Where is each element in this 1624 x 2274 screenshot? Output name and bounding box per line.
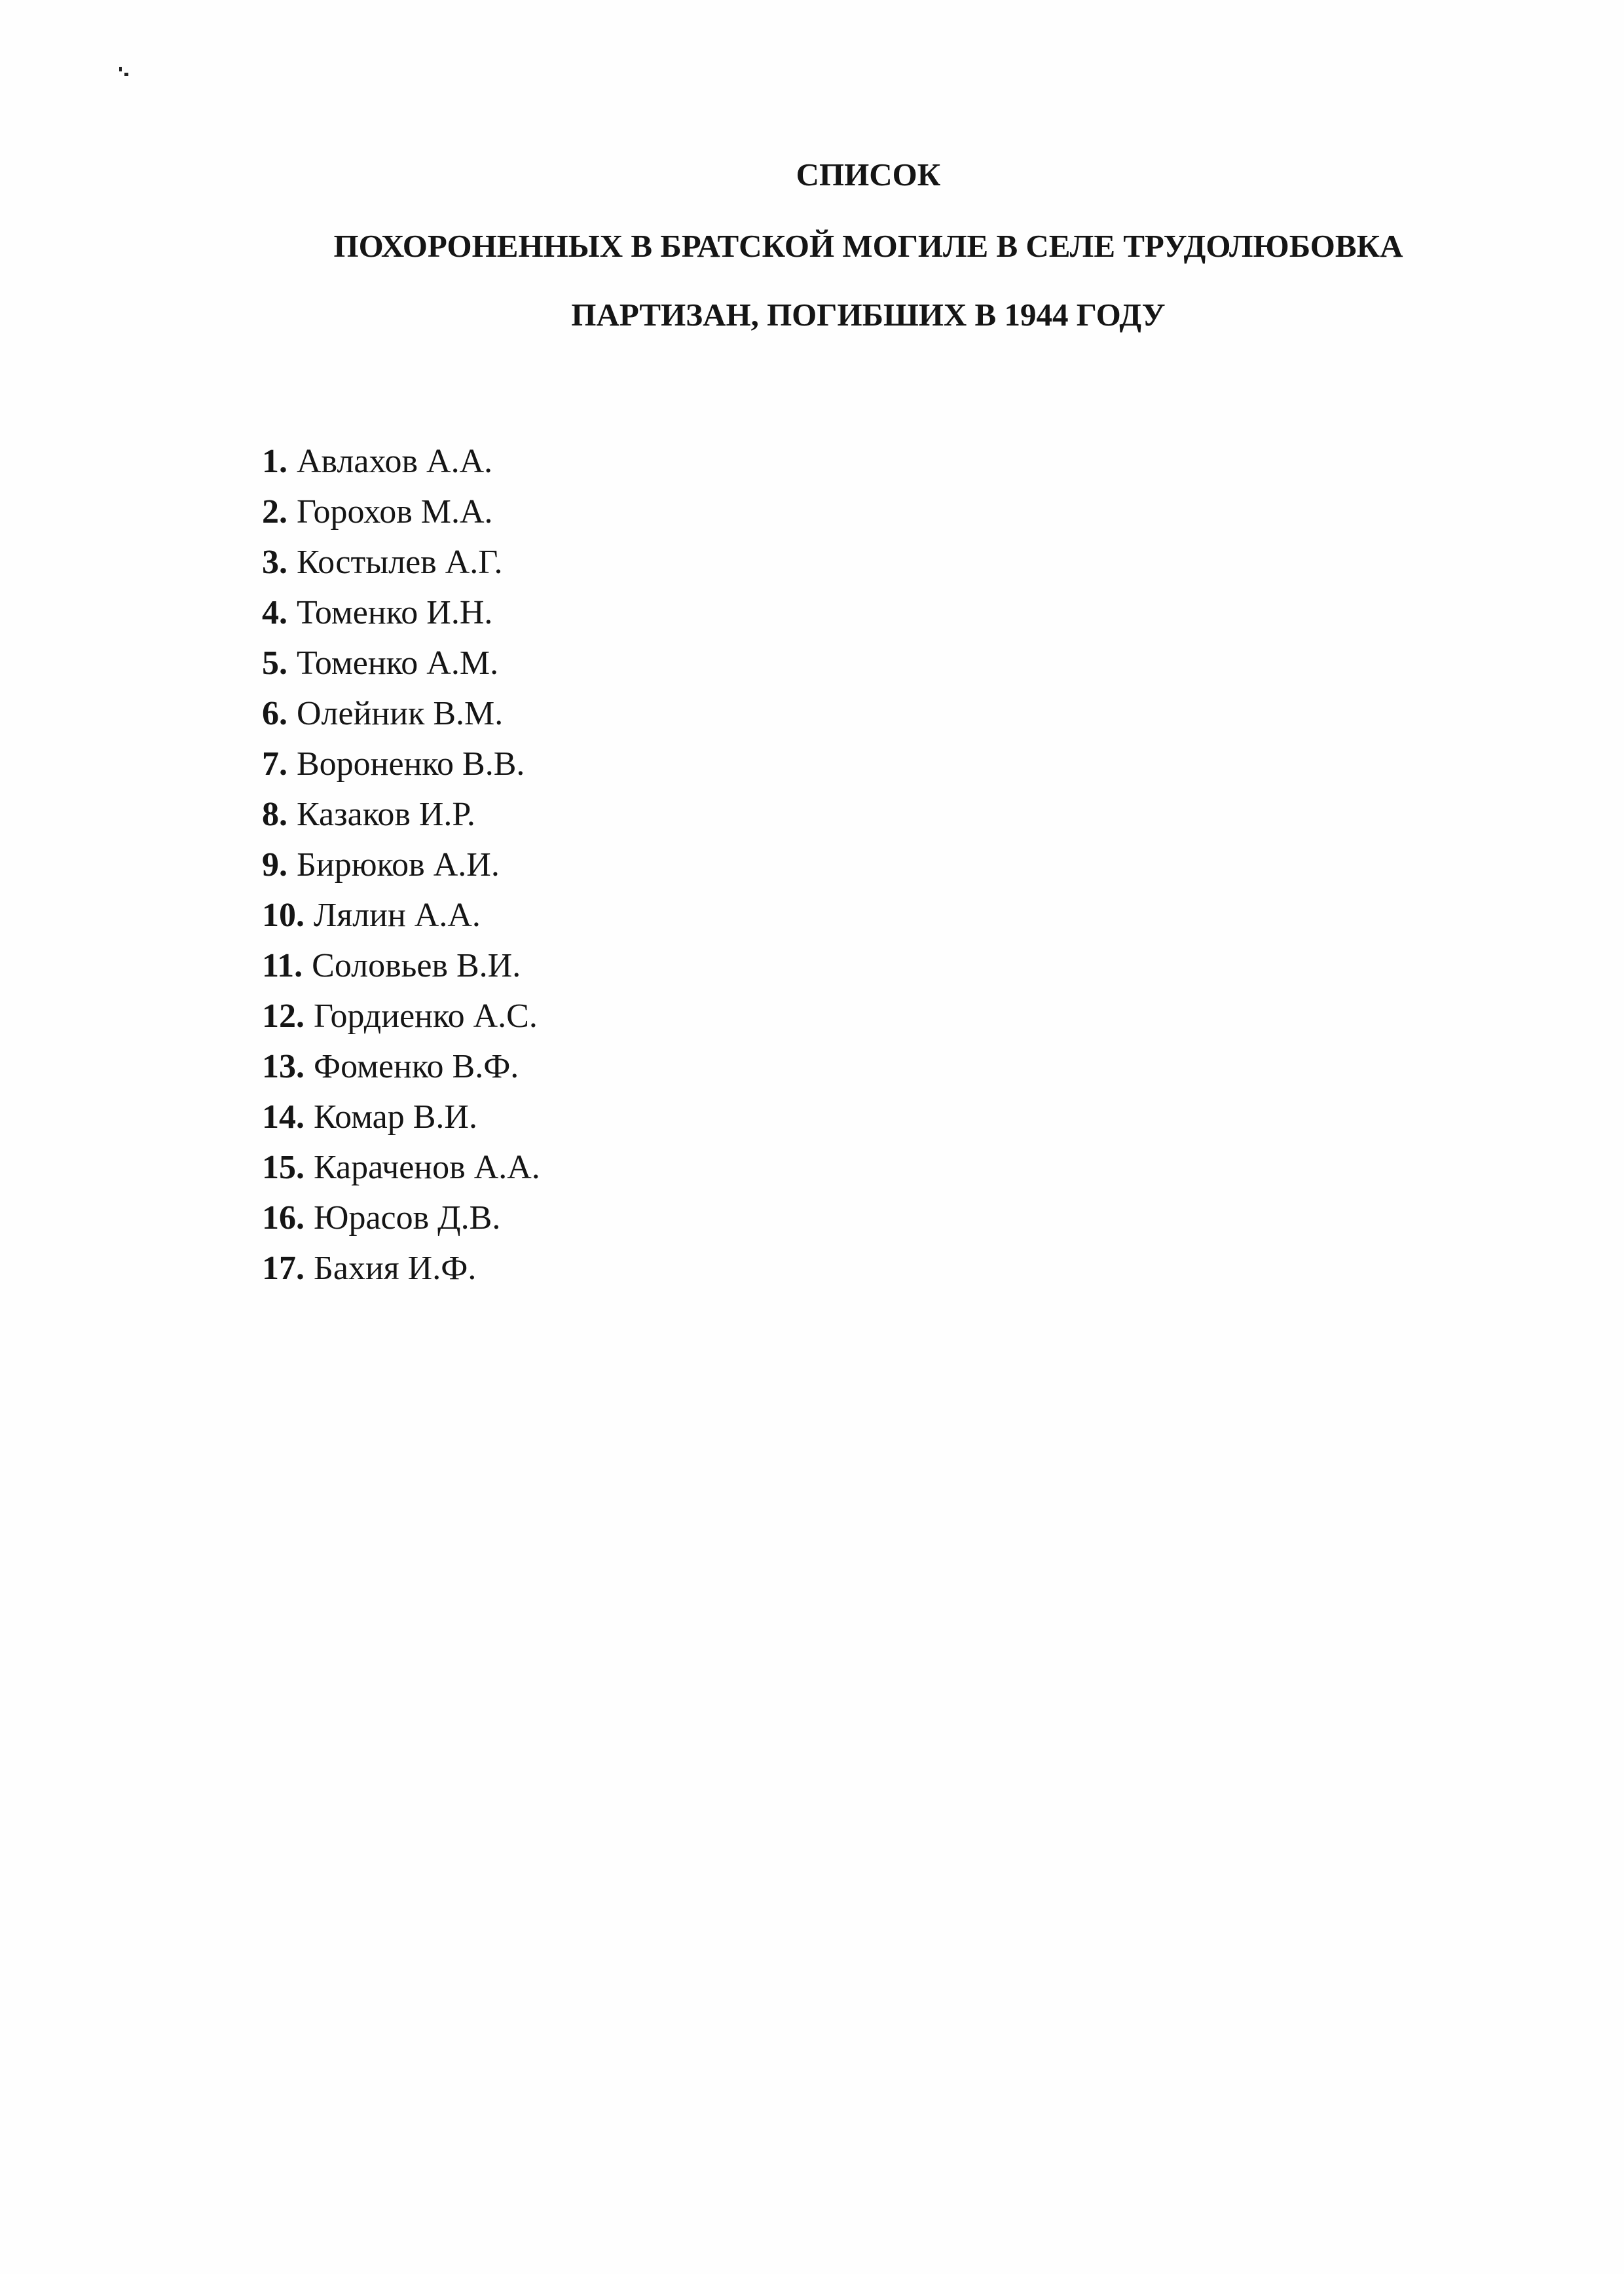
item-number: 2. <box>262 493 287 531</box>
person-name: Горохов М.А. <box>297 493 493 531</box>
item-number: 7. <box>262 745 287 783</box>
person-name: Томенко А.М. <box>297 644 499 682</box>
list-item <box>262 890 540 941</box>
list-item <box>262 487 540 537</box>
person-name: Соловьев В.И. <box>312 947 521 984</box>
list-item <box>262 739 540 789</box>
item-number: 3. <box>262 544 287 581</box>
person-name: Юрасов Д.В. <box>314 1199 501 1237</box>
list-item <box>262 587 540 638</box>
list-item <box>262 1092 540 1142</box>
person-name: Вороненко В.В. <box>297 745 525 783</box>
item-number: 4. <box>262 594 287 631</box>
item-number: 12. <box>262 997 304 1035</box>
item-number: 16. <box>262 1199 304 1237</box>
person-name: Караченов А.А. <box>314 1149 540 1186</box>
names-list <box>262 436 540 1294</box>
item-number: 5. <box>262 644 287 682</box>
item-number: 13. <box>262 1048 304 1085</box>
list-item <box>262 537 540 587</box>
item-number: 11. <box>262 947 303 984</box>
item-number: 8. <box>262 796 287 833</box>
list-item <box>262 688 540 739</box>
list-item <box>262 1193 540 1243</box>
item-number: 14. <box>262 1098 304 1136</box>
item-number: 1. <box>262 443 287 480</box>
person-name: Бахия И.Ф. <box>314 1250 477 1287</box>
person-name: Томенко И.Н. <box>297 594 493 631</box>
person-name: Лялин А.А. <box>314 897 481 934</box>
list-item <box>262 941 540 991</box>
document-title: СПИСОК <box>796 157 941 193</box>
item-number: 17. <box>262 1250 304 1287</box>
list-item <box>262 840 540 890</box>
item-number: 15. <box>262 1149 304 1186</box>
document-subtitle-year: ПАРТИЗАН, ПОГИБШИХ В 1944 ГОДУ <box>571 297 1166 333</box>
list-item <box>262 1243 540 1294</box>
scan-speck-mark <box>118 65 130 77</box>
list-item <box>262 1142 540 1193</box>
item-number: 9. <box>262 846 287 884</box>
person-name: Костылев А.Г. <box>297 544 503 581</box>
document-subtitle: ПОХОРОНЕННЫХ В БРАТСКОЙ МОГИЛЕ В СЕЛЕ ТРУДОЛЮБОВКА <box>333 228 1403 264</box>
person-name: Авлахов А.А. <box>297 443 493 480</box>
person-name: Фоменко В.Ф. <box>314 1048 519 1085</box>
list-item <box>262 991 540 1041</box>
list-item <box>262 436 540 487</box>
list-item <box>262 638 540 688</box>
person-name: Бирюков А.И. <box>297 846 500 884</box>
list-item <box>262 1041 540 1092</box>
list-item <box>262 789 540 840</box>
person-name: Комар В.И. <box>314 1098 477 1136</box>
person-name: Олейник В.М. <box>297 695 504 732</box>
person-name: Казаков И.Р. <box>297 796 475 833</box>
item-number: 6. <box>262 695 287 732</box>
person-name: Гордиенко А.С. <box>314 997 538 1035</box>
item-number: 10. <box>262 897 304 934</box>
